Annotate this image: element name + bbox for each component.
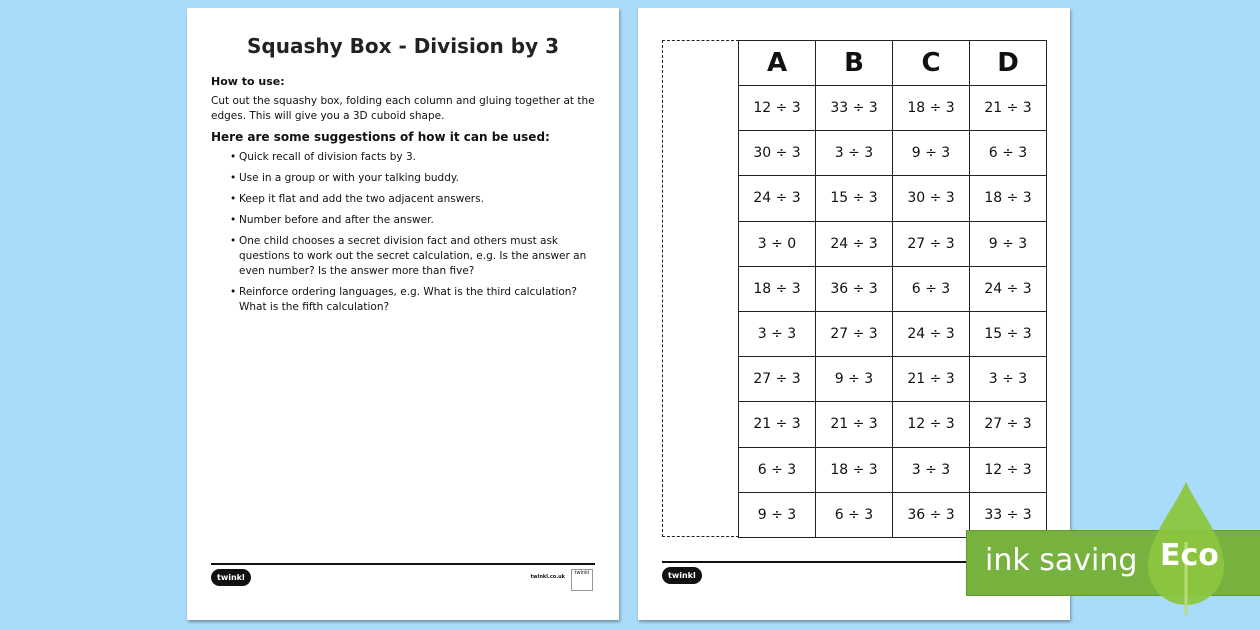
- division-cell: 3 ÷ 3: [816, 131, 893, 176]
- table-row: [739, 176, 1047, 221]
- suggestions-heading: Here are some suggestions of how it can be used:: [211, 130, 550, 144]
- division-cell: 27 ÷ 3: [739, 357, 816, 402]
- division-cell: 27 ÷ 3: [970, 402, 1047, 447]
- page-title: Squashy Box - Division by 3: [247, 34, 559, 58]
- division-cell: 6 ÷ 3: [816, 492, 893, 537]
- division-cell: 30 ÷ 3: [739, 131, 816, 176]
- division-cell: 18 ÷ 3: [739, 266, 816, 311]
- division-cell: 6 ÷ 3: [739, 447, 816, 492]
- table-row: [739, 266, 1047, 311]
- ink-saving-text: ink saving: [985, 543, 1138, 578]
- suggestion-item: • Number before and after the answer.: [239, 213, 601, 228]
- division-cell: 18 ÷ 3: [816, 447, 893, 492]
- division-cell: 3 ÷ 3: [970, 357, 1047, 402]
- division-cell: 33 ÷ 3: [970, 492, 1047, 537]
- quality-badge: twinkl: [571, 569, 593, 591]
- division-cell: 15 ÷ 3: [970, 311, 1047, 356]
- column-header: A: [739, 41, 816, 86]
- division-cell: 9 ÷ 3: [893, 131, 970, 176]
- division-cell: 36 ÷ 3: [893, 492, 970, 537]
- twinkl-logo: twinkl: [662, 567, 702, 584]
- suggestion-item: • Reinforce ordering languages, e.g. What is the third calculation? What is the fifth calculation?: [239, 285, 601, 315]
- twinkl-logo: twinkl: [211, 569, 251, 586]
- division-grid: [738, 40, 1047, 538]
- column-header: C: [893, 41, 970, 86]
- division-cell: 12 ÷ 3: [970, 447, 1047, 492]
- table-row: [739, 131, 1047, 176]
- suggestion-item: • Keep it flat and add the two adjacent answers.: [239, 192, 601, 207]
- column-header: B: [816, 41, 893, 86]
- squashy-box-page: [638, 8, 1070, 620]
- table-row: [739, 447, 1047, 492]
- division-cell: 21 ÷ 3: [816, 402, 893, 447]
- division-cell: 27 ÷ 3: [816, 311, 893, 356]
- glue-flap: [662, 40, 739, 537]
- division-cell: 36 ÷ 3: [816, 266, 893, 311]
- division-cell: 30 ÷ 3: [893, 176, 970, 221]
- table-row: [739, 311, 1047, 356]
- how-to-heading: How to use:: [211, 75, 285, 88]
- suggestion-item: • Quick recall of division facts by 3.: [239, 150, 601, 165]
- division-cell: 3 ÷ 3: [739, 311, 816, 356]
- division-cell: 9 ÷ 3: [739, 492, 816, 537]
- division-cell: 3 ÷ 0: [739, 221, 816, 266]
- column-header: D: [970, 41, 1047, 86]
- division-cell: 21 ÷ 3: [739, 402, 816, 447]
- footer-url: twinkl.co.uk: [530, 574, 565, 580]
- division-cell: 21 ÷ 3: [970, 86, 1047, 131]
- division-cell: 12 ÷ 3: [739, 86, 816, 131]
- suggestion-item: • Use in a group or with your talking buddy.: [239, 171, 601, 186]
- division-cell: 21 ÷ 3: [893, 357, 970, 402]
- footer-divider: [211, 563, 595, 565]
- division-cell: 15 ÷ 3: [816, 176, 893, 221]
- division-cell: 24 ÷ 3: [739, 176, 816, 221]
- division-cell: 18 ÷ 3: [970, 176, 1047, 221]
- division-cell: 6 ÷ 3: [970, 131, 1047, 176]
- division-cell: 9 ÷ 3: [970, 221, 1047, 266]
- table-row: [739, 221, 1047, 266]
- division-cell: 24 ÷ 3: [893, 311, 970, 356]
- division-cell: 18 ÷ 3: [893, 86, 970, 131]
- division-cell: 12 ÷ 3: [893, 402, 970, 447]
- how-to-text: Cut out the squashy box, folding each column and gluing together at the edges. This will give you a 3D cuboid shape.: [211, 95, 595, 122]
- division-cell: 33 ÷ 3: [816, 86, 893, 131]
- table-row: [739, 402, 1047, 447]
- table-row: [739, 86, 1047, 131]
- table-row: [739, 357, 1047, 402]
- instructions: [211, 74, 601, 321]
- division-cell: 24 ÷ 3: [970, 266, 1047, 311]
- suggestions-list: [211, 150, 601, 315]
- instructions-page: [187, 8, 619, 620]
- division-cell: 9 ÷ 3: [816, 357, 893, 402]
- suggestion-item: • One child chooses a secret division fact and others must ask questions to work out the secret calculation, e.g. Is the answer an even number? Is the answer more than five?: [239, 234, 601, 279]
- eco-label: Eco: [1160, 538, 1219, 573]
- division-cell: 24 ÷ 3: [816, 221, 893, 266]
- division-cell: 3 ÷ 3: [893, 447, 970, 492]
- division-cell: 6 ÷ 3: [893, 266, 970, 311]
- division-cell: 27 ÷ 3: [893, 221, 970, 266]
